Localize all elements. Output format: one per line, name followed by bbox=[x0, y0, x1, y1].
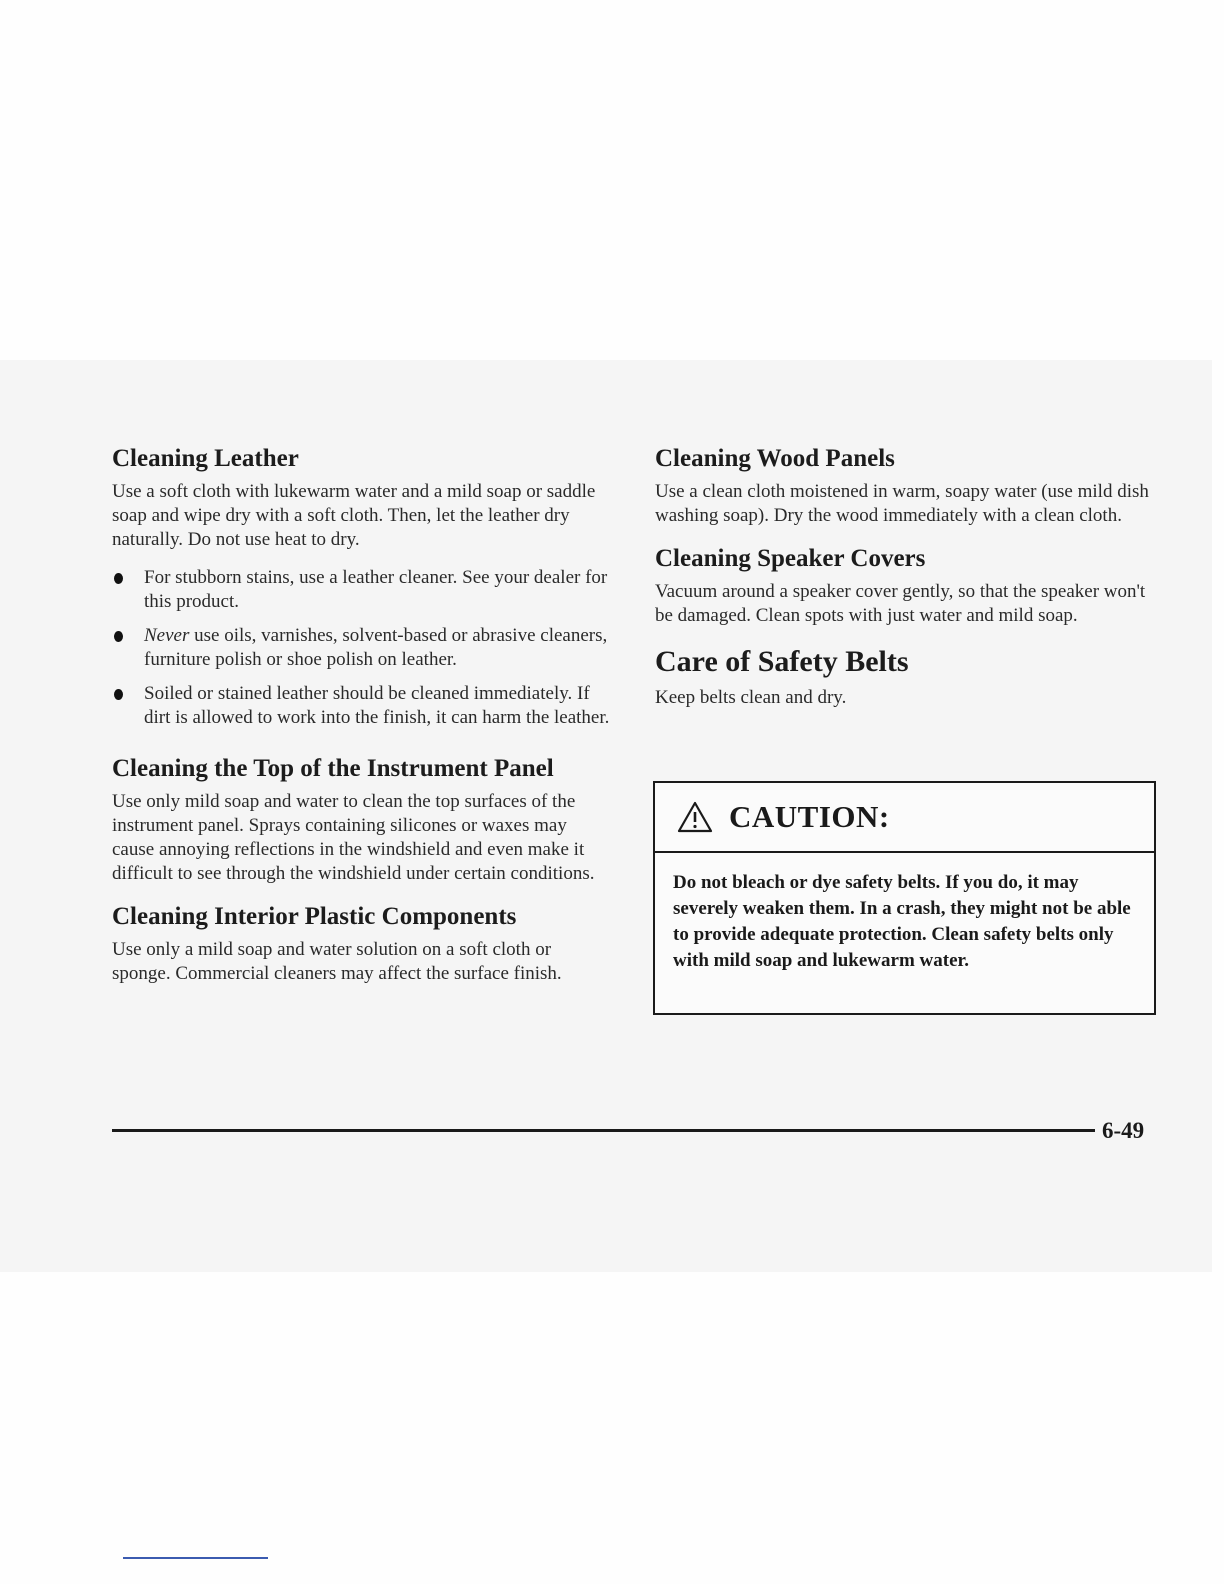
bullet-icon bbox=[114, 689, 123, 700]
heading-safety-belts: Care of Safety Belts bbox=[655, 645, 909, 678]
caution-text: Do not bleach or dye safety belts. If you do, it may severely weaken them. In a crash, they might not be able to provide adequate protection. Clean safety belts only with mild soap and lukewarm water. bbox=[673, 872, 1131, 971]
list-item bbox=[112, 624, 612, 672]
caution-box bbox=[653, 781, 1156, 1015]
heading-wood-panels: Cleaning Wood Panels bbox=[655, 445, 895, 472]
list-item-emphasis: Never bbox=[144, 625, 190, 646]
safety-belts-body: Keep belts clean and dry. bbox=[655, 687, 847, 708]
list-item-text: For stubborn stains, use a leather cleaner. See your dealer for this product. bbox=[144, 567, 608, 612]
list-item-text: Soiled or stained leather should be cleaned immediately. If dirt is allowed to work into the finish, it can harm the leather. bbox=[144, 683, 610, 728]
leather-bullet-list bbox=[112, 566, 612, 730]
heading-instrument-panel: Cleaning the Top of the Instrument Panel bbox=[112, 755, 554, 782]
list-item bbox=[112, 566, 612, 614]
list-item bbox=[112, 682, 612, 730]
instrument-panel-body: Use only mild soap and water to clean the top surfaces of the instrument panel. Sprays containing silicones or waxes may cause annoying reflections in the windshield and even make it difficult to see through the windshield under certain conditions. bbox=[112, 791, 595, 884]
speaker-covers-body: Vacuum around a speaker cover gently, so that the speaker won't be damaged. Clean spots with just water and mild soap. bbox=[655, 581, 1146, 626]
caution-header bbox=[655, 783, 1154, 853]
wood-panels-body: Use a clean cloth moistened in warm, soapy water (use mild dish washing soap). Dry the wood immediately with a clean cloth. bbox=[655, 481, 1149, 526]
left-column bbox=[112, 444, 612, 986]
heading-speaker-covers: Cleaning Speaker Covers bbox=[655, 545, 926, 572]
interior-plastic-body: Use only a mild soap and water solution on a soft cloth or sponge. Commercial cleaners may affect the surface finish. bbox=[112, 939, 562, 984]
heading-interior-plastic: Cleaning Interior Plastic Components bbox=[112, 903, 517, 930]
page-number: 6-49 bbox=[1102, 1118, 1145, 1143]
list-item-text: use oils, varnishes, solvent-based or abrasive cleaners, furniture polish or shoe polish on leather. bbox=[144, 625, 608, 670]
caution-title: CAUTION: bbox=[729, 799, 890, 834]
bullet-icon bbox=[114, 631, 123, 642]
leather-intro: Use a soft cloth with lukewarm water and a mild soap or saddle soap and wipe dry with a soft cloth. Then, let the leather dry naturally. Do not use heat to dry. bbox=[112, 481, 596, 550]
right-column bbox=[655, 444, 1155, 710]
heading-cleaning-leather: Cleaning Leather bbox=[112, 445, 299, 472]
decorative-underline bbox=[123, 1557, 268, 1559]
warning-triangle-icon bbox=[677, 801, 713, 833]
bullet-icon bbox=[114, 573, 123, 584]
footer-rule bbox=[112, 1129, 1095, 1132]
